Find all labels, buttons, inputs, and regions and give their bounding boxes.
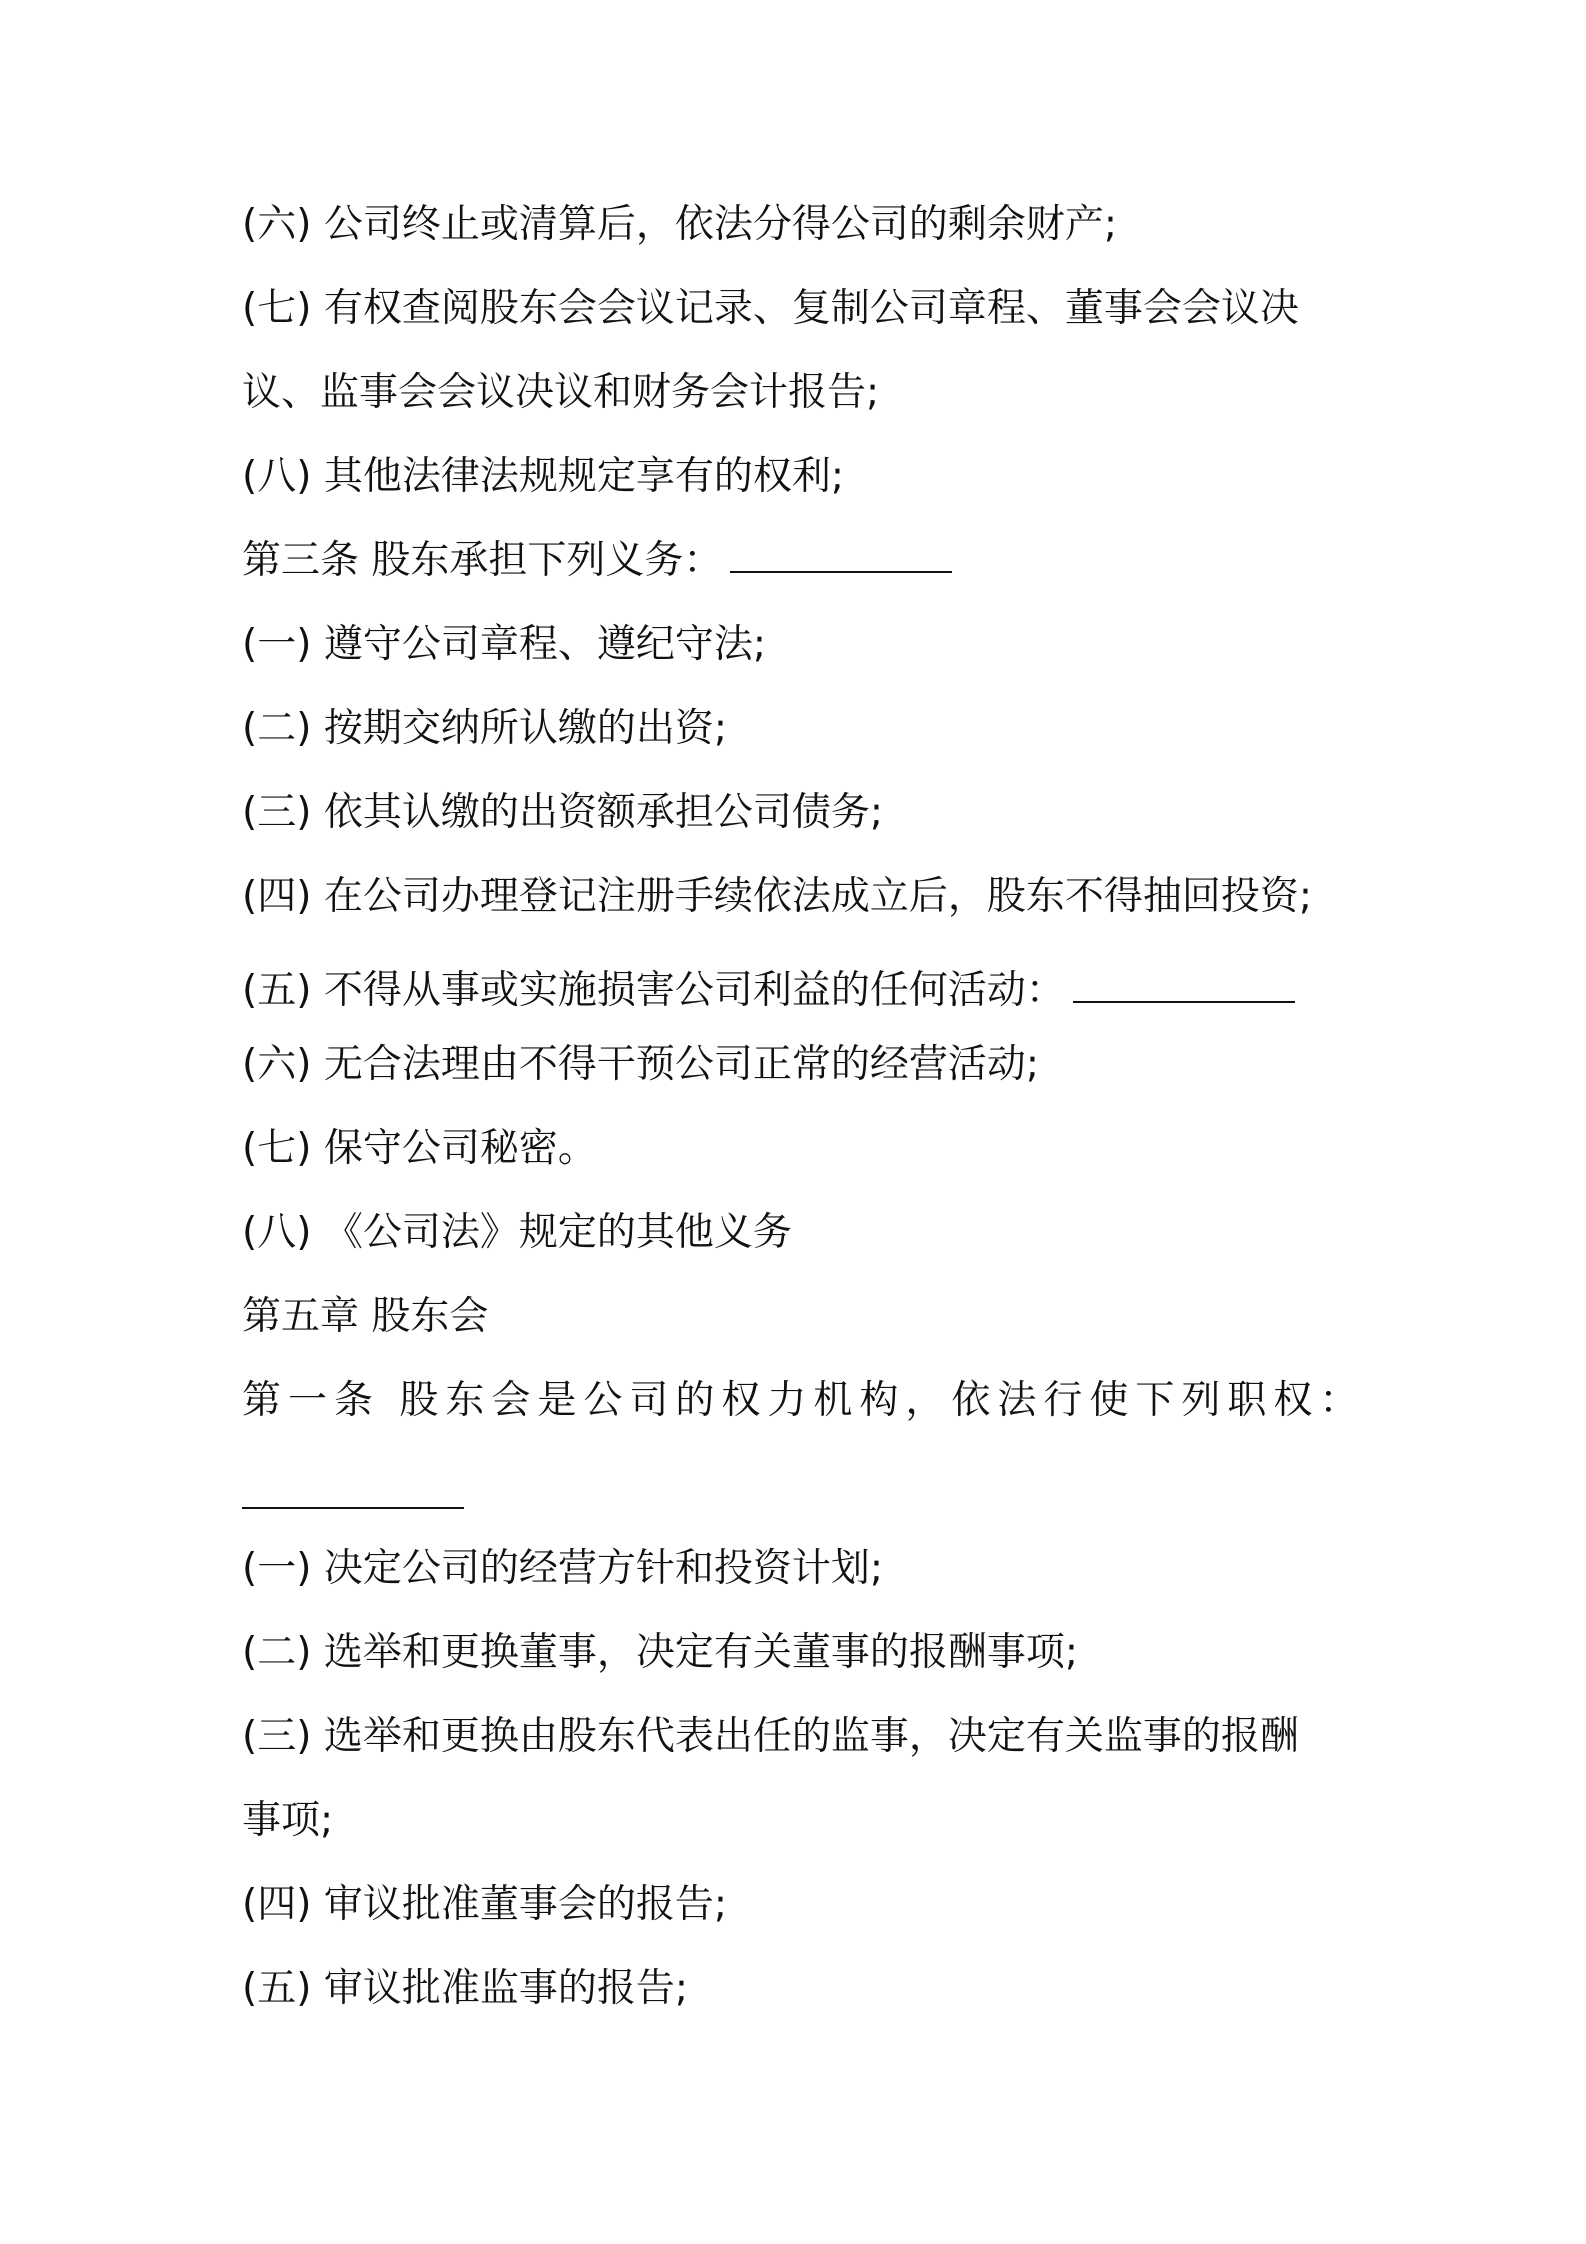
text-line: (三) 选举和更换由股东代表出任的监事，决定有关监事的报酬: [242, 1714, 1299, 1759]
text-line: (六) 公司终止或清算后，依法分得公司的剩余财产;: [242, 202, 1117, 247]
text-line: 第一条 股东会是公司的权力机构，依法行使下列职权：: [242, 1378, 1366, 1423]
text-line: 议、监事会会议决议和财务会计报告;: [242, 370, 880, 415]
chapter-heading: 第五章 股东会: [242, 1294, 489, 1339]
text-line: (七) 保守公司秘密。: [242, 1126, 597, 1171]
text-line: (四) 在公司办理登记注册手续依法成立后，股东不得抽回投资;: [242, 874, 1312, 919]
text-line-with-blank: [242, 968, 1295, 1013]
text-line-with-blank: [242, 538, 952, 583]
text-line: (八) 《公司法》规定的其他义务: [242, 1210, 792, 1255]
fill-in-blank: [242, 1506, 464, 1509]
text-line: (一) 遵守公司章程、遵纪守法;: [242, 622, 766, 667]
text-line: (二) 选举和更换董事，决定有关董事的报酬事项;: [242, 1630, 1078, 1675]
text-line: 事项;: [242, 1798, 334, 1843]
text-line: (三) 依其认缴的出资额承担公司债务;: [242, 790, 883, 835]
text-line: (五) 审议批准监事的报告;: [242, 1966, 688, 2011]
list-item-text: (五) 不得从事或实施损害公司利益的任何活动：: [242, 968, 1065, 1013]
text-line: (二) 按期交纳所认缴的出资;: [242, 706, 727, 751]
article-heading: 第三条 股东承担下列义务：: [242, 538, 723, 583]
text-line: (一) 决定公司的经营方针和投资计划;: [242, 1546, 883, 1591]
text-line: (七) 有权查阅股东会会议记录、复制公司章程、董事会会议决: [242, 286, 1299, 331]
text-line: (四) 审议批准董事会的报告;: [242, 1882, 727, 1927]
fill-in-blank: [730, 570, 952, 573]
fill-in-blank: [1073, 1000, 1295, 1003]
text-line: (六) 无合法理由不得干预公司正常的经营活动;: [242, 1042, 1039, 1087]
text-line: (八) 其他法律法规规定享有的权利;: [242, 454, 844, 499]
